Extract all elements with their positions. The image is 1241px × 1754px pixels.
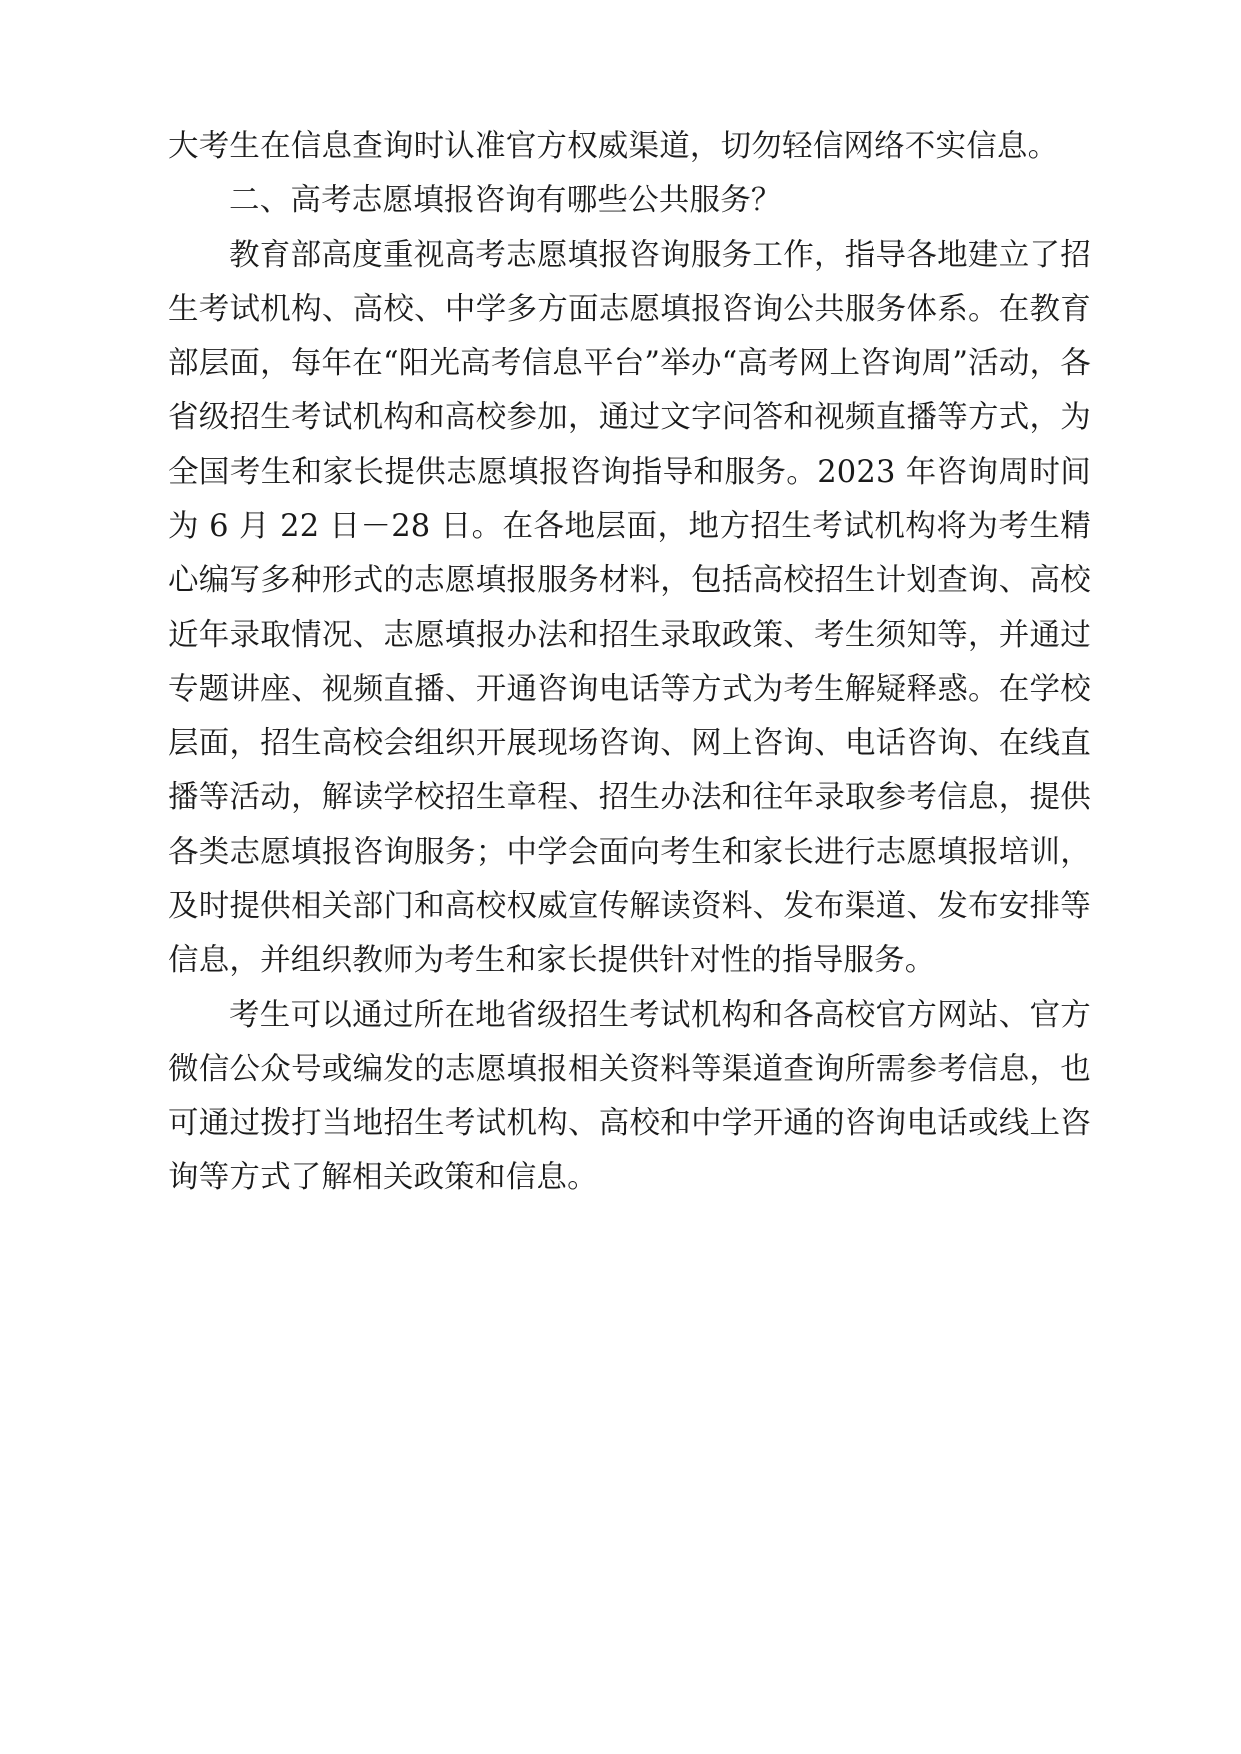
paragraph-continuation: 大考生在信息查询时认准官方权威渠道，切勿轻信网络不实信息。 [168,129,1059,164]
document-body [168,120,1091,1206]
section-heading: 二、高考志愿填报咨询有哪些公共服务？ [229,183,782,219]
paragraph-channels: 考生可以通过所在地省级招生考试机构和各高校官方网站、官方微信公众号或编发的志愿填报相关资料等渠道查询所需参考信息，也可通过拨打当地招生考试机构、高校和中学开通的咨询电话或线上咨询等方式了解相关政策和信息。 [168,997,1091,1196]
paragraph-public-services: 教育部高度重视高考志愿填报咨询服务工作，指导各地建立了招生考试机构、高校、中学多方面志愿填报咨询公共服务体系。在教育部层面，每年在“阳光高考信息平台”举办“高考网上咨询周”活动，各省级招生考试机构和高校参加，通过文字问答和视频直播等方式，为全国考生和家长提供志愿填报咨询指导和服务。2023 年咨询周时间为 6 月 22 日－28 日。在各地层面，地方招生考试机构将为考生精心编写多种形式的志愿填报服务材料，包括高校招生计划查询、高校近年录取情况、志愿填报办法和招生录取政策、考生须知等，并通过专题讲座、视频直播、开通咨询电话等方式为考生解疑释惑。在学校层面，招生高校会组织开展现场咨询、网上咨询、电话咨询、在线直播等活动，解读学校招生章程、招生办法和往年录取参考信息，提供各类志愿填报咨询服务；中学会面向考生和家长进行志愿填报培训，及时提供相关部门和高校权威宣传解读资料、发布渠道、发布安排等信息，并组织教师为考生和家长提供针对性的指导服务。 [168,237,1091,979]
